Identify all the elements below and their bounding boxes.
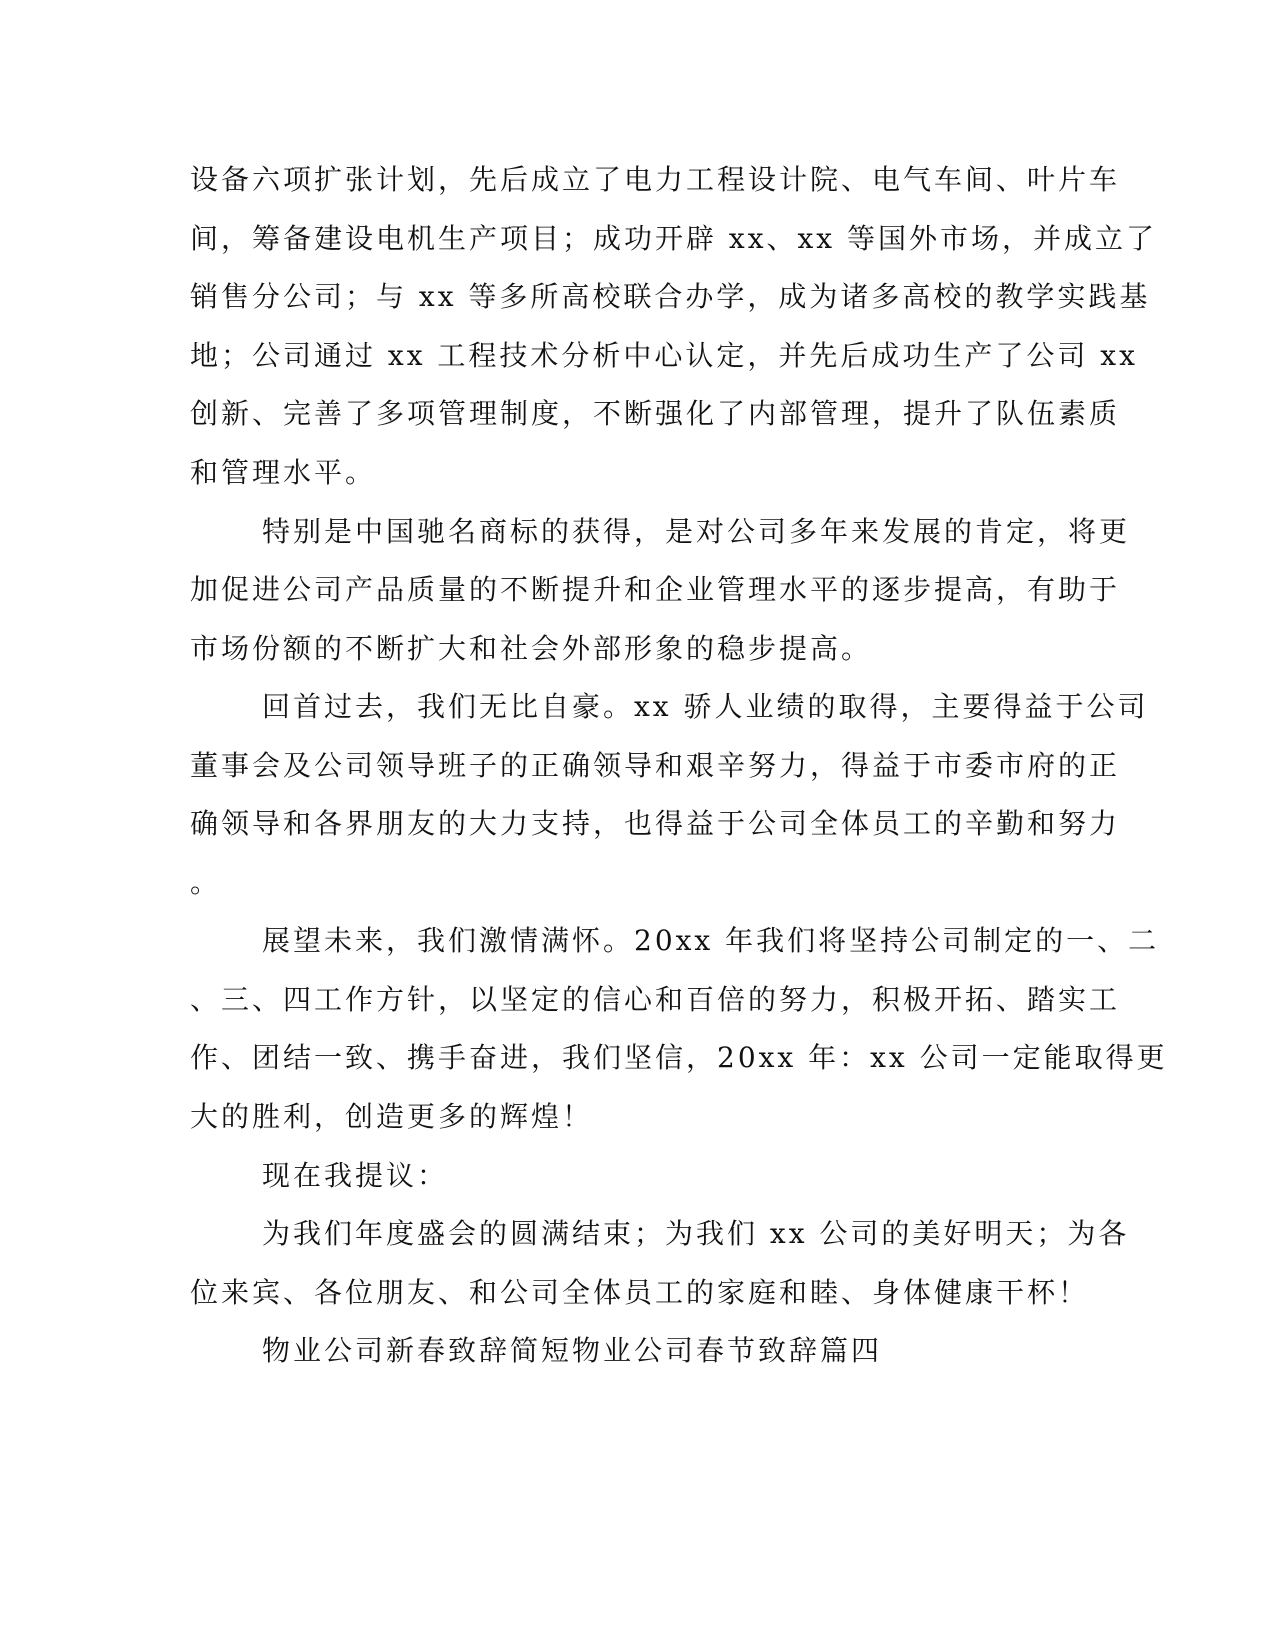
text-line: 和管理水平。 xyxy=(190,456,377,489)
text-line: 加促进公司产品质量的不断提升和企业管理水平的逐步提高，有助于 xyxy=(190,573,1121,606)
text-line: 。 xyxy=(190,866,222,899)
text-line: 市场份额的不断扩大和社会外部形象的稳步提高。 xyxy=(190,632,873,665)
paragraph-start-line: 回首过去，我们无比自豪。xx 骄人业绩的取得，主要得益于公司 xyxy=(262,690,1149,723)
text-line: 地；公司通过 xx 工程技术分析中心认定，并先后成功生产了公司 xx xyxy=(190,339,1138,372)
paragraph-start-line: 现在我提议： xyxy=(262,1159,449,1192)
text-line: 销售分公司；与 xx 等多所高校联合办学，成为诸多高校的教学实践基 xyxy=(190,280,1151,313)
text-line: 间，筹备建设电机生产项目；成功开辟 xx、xx 等国外市场，并成立了 xyxy=(190,222,1157,255)
text-line: 确领导和各界朋友的大力支持，也得益于公司全体员工的辛勤和努力 xyxy=(190,807,1121,840)
text-line: 董事会及公司领导班子的正确领导和艰辛努力，得益于市委市府的正 xyxy=(190,749,1121,782)
text-line: 大的胜利，创造更多的辉煌！ xyxy=(190,1100,594,1133)
text-line: 、三、四工作方针，以坚定的信心和百倍的努力，积极开拓、踏实工 xyxy=(190,983,1121,1016)
paragraph-start-line: 为我们年度盛会的圆满结束；为我们 xx 公司的美好明天；为各 xyxy=(262,1217,1130,1250)
text-line: 设备六项扩张计划，先后成立了电力工程设计院、电气车间、叶片车 xyxy=(190,163,1121,196)
text-line: 创新、完善了多项管理制度，不断强化了内部管理，提升了队伍素质 xyxy=(190,397,1121,430)
text-line: 作、团结一致、携手奋进，我们坚信，20xx 年：xx 公司一定能取得更 xyxy=(190,1041,1168,1074)
paragraph-start-line: 展望未来，我们激情满怀。20xx 年我们将坚持公司制定的一、二 xyxy=(262,924,1160,957)
text-line: 位来宾、各位朋友、和公司全体员工的家庭和睦、身体健康干杯！ xyxy=(190,1276,1090,1309)
paragraph-start-line: 特别是中国驰名商标的获得，是对公司多年来发展的肯定，将更 xyxy=(262,515,1131,548)
section-heading: 物业公司新春致辞简短物业公司春节致辞篇四 xyxy=(262,1334,883,1367)
